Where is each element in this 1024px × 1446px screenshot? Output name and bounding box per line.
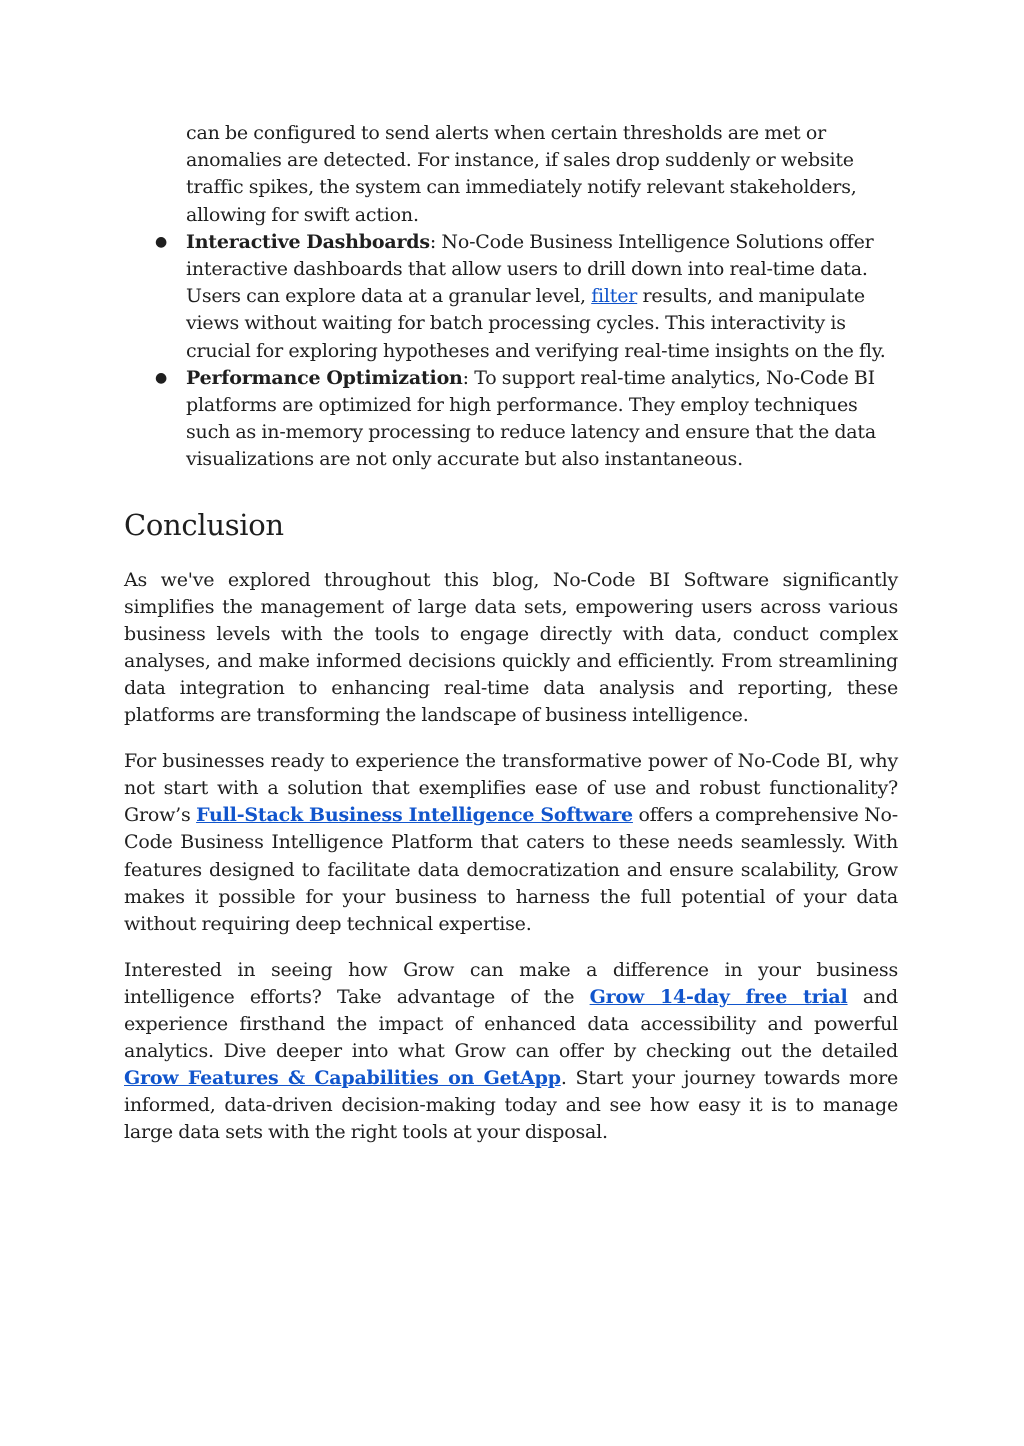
- conclusion-paragraph-1: As we've explored throughout this blog, No-Code BI Software significantly simplifies the management of large data sets, empowering users across various business levels with the tools to engage directly with data, conduct complex analyses, and make informed decisions quickly and efficiently. From streamlining data integration to enhancing real-time data analysis and reporting, these platforms are transforming the landscape of business intelligence.: [124, 568, 898, 727]
- bullet-continuation-text: can be configured to send alerts when certain thresholds are met or anomalies are detected. For instance, if sales drop suddenly or website traffic spikes, the system can immediately notify relevant stakeholders, allowing for swift action.: [186, 122, 857, 226]
- paragraph-text: Interested in seeing how Grow can make a difference in your business intelligence efforts? Take advantage of the: [124, 958, 898, 1008]
- bullet-term: Performance Optimization: [186, 366, 463, 389]
- conclusion-paragraph-2: [124, 748, 898, 938]
- paragraph-text: For businesses ready to experience the transformative power of No-Code BI, why not start with a solution that exemplifies ease of use and robust functionality? Grow’s: [124, 750, 898, 827]
- bullet-text: To support real-time analytics, No-Code BI platforms are optimized for high performance. They employ techniques such as in-memory processing to reduce latency and ensure that the data visualizations are not only accurate but also instantaneous.: [186, 366, 876, 471]
- bullet-separator: :: [429, 230, 442, 253]
- bullet-separator: :: [462, 366, 475, 389]
- bullet-item-performance-optimization: [124, 365, 898, 474]
- free-trial-link[interactable]: Grow 14-day free trial: [589, 985, 848, 1008]
- full-stack-bi-software-link[interactable]: Full-Stack Business Intelligence Software: [196, 804, 633, 827]
- bullet-icon: ●: [155, 233, 168, 250]
- bullet-text: results, and manipulate views without waiting for batch processing cycles. This interactivity is crucial for exploring hypotheses and verifying real-time insights on the fly.: [186, 285, 886, 362]
- conclusion-heading: Conclusion: [124, 507, 284, 542]
- filter-link[interactable]: filter: [591, 285, 638, 308]
- bullet-term: Interactive Dashboards: [186, 230, 430, 253]
- paragraph-text: offers a comprehensive No-Code Business Intelligence Platform that caters to these needs seamlessly. With features designed to facilitate data democratization and ensure scalability, Grow makes it possible for your business to harness the full potential of your data without requiring deep technical expertise.: [124, 804, 898, 935]
- bullet-text: No-Code Business Intelligence Solutions offer interactive dashboards that allow users to drill down into real-time data. Users can explore data at a granular level,: [186, 230, 874, 308]
- paragraph-text: . Start your journey towards more informed, data-driven decision-making today and see how easy it is to manage large data sets with the right tools at your disposal.: [124, 1067, 898, 1144]
- bullet-item-interactive-dashboards: [124, 229, 898, 365]
- paragraph-text: and experience firsthand the impact of enhanced data accessibility and powerful analytics. Dive deeper into what Grow can offer by checking out the detailed: [124, 985, 898, 1063]
- getapp-features-link[interactable]: Grow Features & Capabilities on GetApp: [124, 1067, 561, 1090]
- bullet-list: [124, 229, 898, 474]
- conclusion-paragraph-3: [124, 957, 898, 1147]
- document-page: [124, 120, 898, 1147]
- bullet-icon: ●: [155, 369, 168, 386]
